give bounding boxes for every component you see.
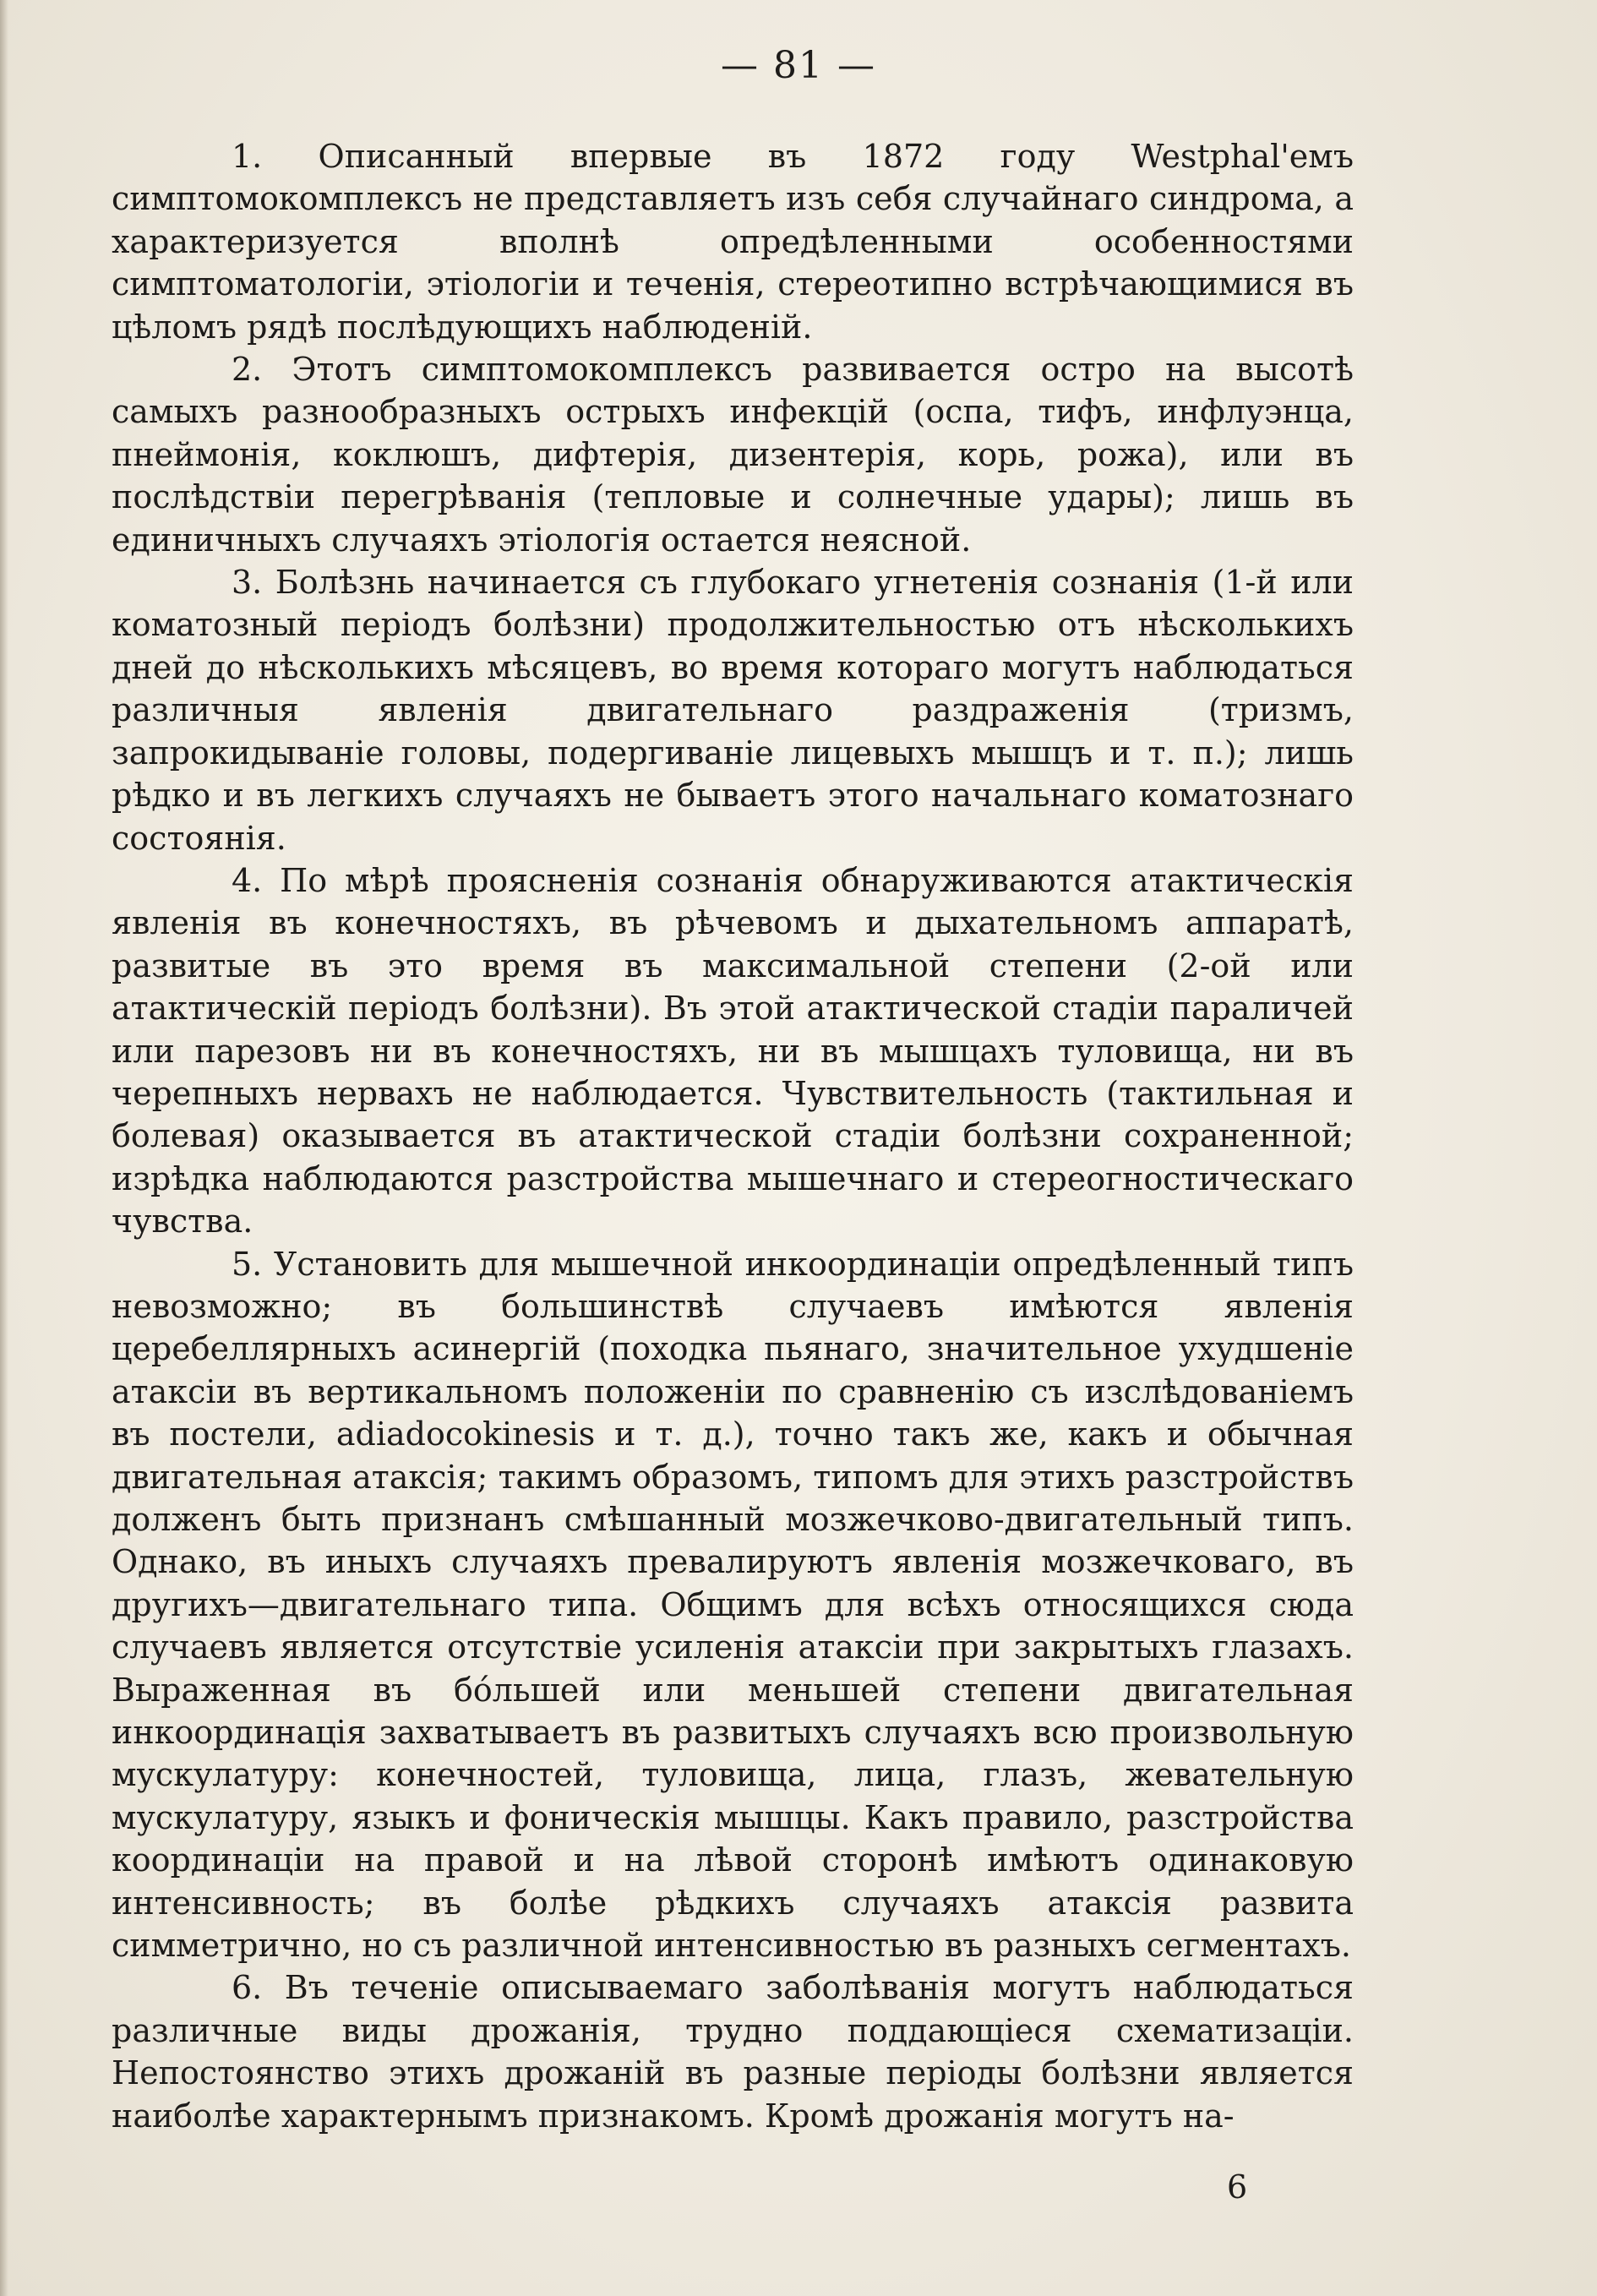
- paragraph-2: 2. Этотъ симптомокомплексъ развивается остро на высотѣ самыхъ разнообразныхъ острыхъ инфекцій (оспа, тифъ, инфлуэнца, пнеймонія, коклюшъ, дифтерія, дизентерія, корь, рожа), или въ послѣдствіи перегрѣванія (тепловые и солнечные удары); лишь въ единичныхъ случаяхъ этіологія остается неясной.: [112, 351, 1354, 559]
- body-text: [112, 135, 1354, 2137]
- page-binding-shadow: [0, 0, 8, 2296]
- page-number: — 81 —: [721, 44, 876, 87]
- paragraph-5: 5. Установить для мышечной инкоординаціи опредѣленный типъ невозможно; въ большинствѣ случаевъ имѣются явленія церебеллярныхъ асинергій (походка пьянаго, значительное ухудшеніе атаксіи въ вертикальномъ положеніи по сравненію съ изслѣдованіемъ въ постели, adiadocokinesis и т. д.), точно такъ же, какъ и обычная двигательная атаксія; такимъ образомъ, типомъ для этихъ разстройствъ долженъ быть признанъ смѣшанный мозжечково-двигательный типъ. Однако, въ иныхъ случаяхъ превалируютъ явленія мозжечковаго, въ другихъ—двигательнаго типа. Общимъ для всѣхъ относящихся сюда случаевъ является отсутствіе усиленія атаксіи при закрытыхъ глазахъ. Выраженная въ бóльшей или меньшей степени двигательная инкоординація захватываетъ въ развитыхъ случаяхъ всю произвольную мускулатуру: конечностей, туловища, лица, глазъ, жевательную мускулатуру, языкъ и фоническія мышцы. Какъ правило, разстройства координаціи на правой и на лѣвой сторонѣ имѣютъ одинаковую интенсивность; въ болѣе рѣдкихъ случаяхъ атаксія развита симметрично, но съ различной интенсивностью въ разныхъ сегментахъ.: [112, 1245, 1354, 1965]
- paragraph-1: 1. Описанный впервые въ 1872 году Westphal'емъ симптомокомплексъ не представляетъ изъ себя случайнаго синдрома, а характеризуется вполнѣ опредѣленными особенностями симптоматологіи, этіологіи и теченія, стереотипно встрѣчающимися въ цѣломъ рядѣ послѣдующихъ наблюденій.: [112, 138, 1354, 346]
- paragraph-3: 3. Болѣзнь начинается съ глубокаго угнетенія сознанія (1-й или коматозный періодъ болѣзни) продолжительностью отъ нѣсколькихъ дней до нѣсколькихъ мѣсяцевъ, во время котораго могутъ наблюдаться различныя явленія двигательнаго раздраженія (тризмъ, запрокидываніе головы, подергиваніе лицевыхъ мышцъ и т. п.); лишь рѣдко и въ легкихъ случаяхъ не бываетъ этого начальнаго коматознаго состоянія.: [112, 564, 1354, 857]
- printer-signature-mark: 6: [1227, 2168, 1248, 2206]
- paragraph-6: 6. Въ теченіе описываемаго заболѣванія могутъ наблюдаться различные виды дрожанія, трудно поддающіеся схематизаціи. Непостоянство этихъ дрожаній въ разные періоды болѣзни является наиболѣе характернымъ признакомъ. Кромѣ дрожанія могутъ на-: [112, 1969, 1354, 2135]
- paragraph-4: 4. По мѣрѣ проясненія сознанія обнаруживаются атактическія явленія въ конечностяхъ, въ рѣчевомъ и дыхательномъ аппаратѣ, развитые въ это время въ максимальной степени (2-ой или атактическій періодъ болѣзни). Въ этой атактической стадіи параличей или парезовъ ни въ конечностяхъ, ни въ мышцахъ туловища, ни въ черепныхъ нервахъ не наблюдается. Чувствительность (тактильная и болевая) оказывается въ атактической стадіи болѣзни сохраненной; изрѣдка наблюдаются разстройства мышечнаго и стереогностическаго чувства.: [112, 861, 1354, 1241]
